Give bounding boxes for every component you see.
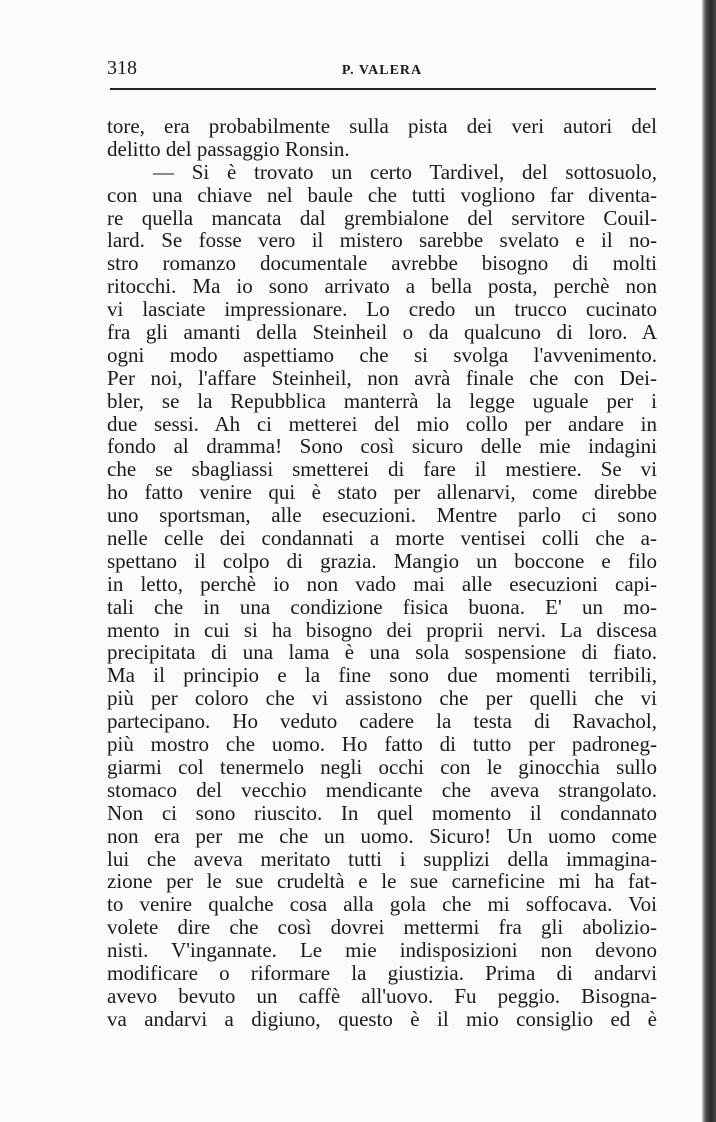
text-line: ho fatto venire qui è stato per allenarvi, come direbbe: [107, 480, 657, 505]
text-line: con una chiave nel baule che tutti vogliono far diventa-: [107, 182, 657, 207]
body-text: [107, 115, 657, 1031]
text-line: lard. Se fosse vero il mistero sarebbe svelato e il no-: [107, 228, 657, 253]
text-line: più per coloro che vi assistono che per quelli che vi: [107, 686, 657, 711]
text-line: va andarvi a digiuno, questo è il mio consiglio ed è: [107, 1006, 657, 1031]
text-line: lui che aveva meritato tutti i supplizi della immagina-: [107, 846, 657, 871]
text-line: bler, se la Repubblica manterrà la legge uguale per i: [107, 388, 657, 413]
text-line: vi lasciate impressionare. Lo credo un trucco cucinato: [107, 297, 657, 322]
text-line: ritocchi. Ma io sono arrivato a bella posta, perchè non: [107, 274, 657, 299]
text-line: ogni modo aspettiamo che si svolga l'avvenimento.: [107, 342, 657, 367]
text-line: non era per me che un uomo. Sicuro! Un uomo come: [107, 823, 657, 848]
text-line: uno sportsman, alle esecuzioni. Mentre parlo ci sono: [107, 503, 657, 528]
text-line: modificare o riformare la giustizia. Prima di andarvi: [107, 960, 657, 985]
text-line: più mostro che uomo. Ho fatto di tutto per padroneg-: [107, 732, 657, 757]
text-line: precipitata di una lama è una sola sospensione di fiato.: [107, 640, 657, 665]
text-line: due sessi. Ah ci metterei del mio collo per andare in: [107, 411, 657, 436]
text-line: mento in cui si ha bisogno dei proprii nervi. La discesa: [107, 617, 657, 642]
text-line: to venire qualche cosa alla gola che mi soffocava. Voi: [107, 892, 657, 917]
text-line: spettano il colpo di grazia. Mangio un boccone e filo: [107, 548, 657, 573]
text-line: — Si è trovato un certo Tardivel, del sottosuolo,: [153, 159, 657, 184]
text-line: partecipano. Ho veduto cadere la testa di Ravachol,: [107, 709, 657, 734]
text-line: che se sbagliassi smetterei di fare il mestiere. Se vi: [107, 457, 657, 482]
book-spine-edge: [702, 0, 716, 1122]
text-line: stomaco del vecchio mendicante che aveva strangolato.: [107, 777, 657, 802]
header-rule: [110, 88, 656, 90]
text-line: Per noi, l'affare Steinheil, non avrà finale che con Dei-: [107, 365, 657, 390]
text-line: stro romanzo documentale avrebbe bisogno di molti: [107, 251, 657, 276]
text-line: Non ci sono riuscito. In quel momento il condannato: [107, 800, 657, 825]
text-line: fondo al dramma! Sono così sicuro delle mie indagini: [107, 434, 657, 459]
page-number: 318: [107, 57, 137, 79]
text-line: volete dire che così dovrei mettermi fra gli abolizio-: [107, 915, 657, 940]
text-line: Ma il principio e la fine sono due momenti terribili,: [107, 663, 657, 688]
text-line: giarmi col tenermelo negli occhi con le ginocchia sullo: [107, 754, 657, 779]
text-line: delitto del passaggio Ronsin.: [107, 136, 350, 161]
text-line: fra gli amanti della Steinheil o da qualcuno di loro. A: [107, 320, 657, 345]
text-line: zione per le sue crudeltà e le sue carneficine mi ha fat-: [107, 869, 657, 894]
text-line: tali che in una condizione fisica buona. E' un mo-: [107, 594, 657, 619]
running-head: P. VALERA: [341, 63, 423, 78]
text-line: re quella mancata dal grembialone del servitore Couil-: [107, 205, 657, 230]
text-line: in letto, perchè io non vado mai alle esecuzioni capi-: [107, 571, 657, 596]
text-line: tore, era probabilmente sulla pista dei veri autori del: [107, 114, 657, 138]
text-line: avevo bevuto un caffè all'uovo. Fu peggio. Bisogna-: [107, 983, 657, 1008]
text-line: nisti. V'ingannate. Le mie indisposizioni non devono: [107, 938, 657, 963]
text-line: nelle celle dei condannati a morte ventisei colli che a-: [107, 526, 657, 551]
